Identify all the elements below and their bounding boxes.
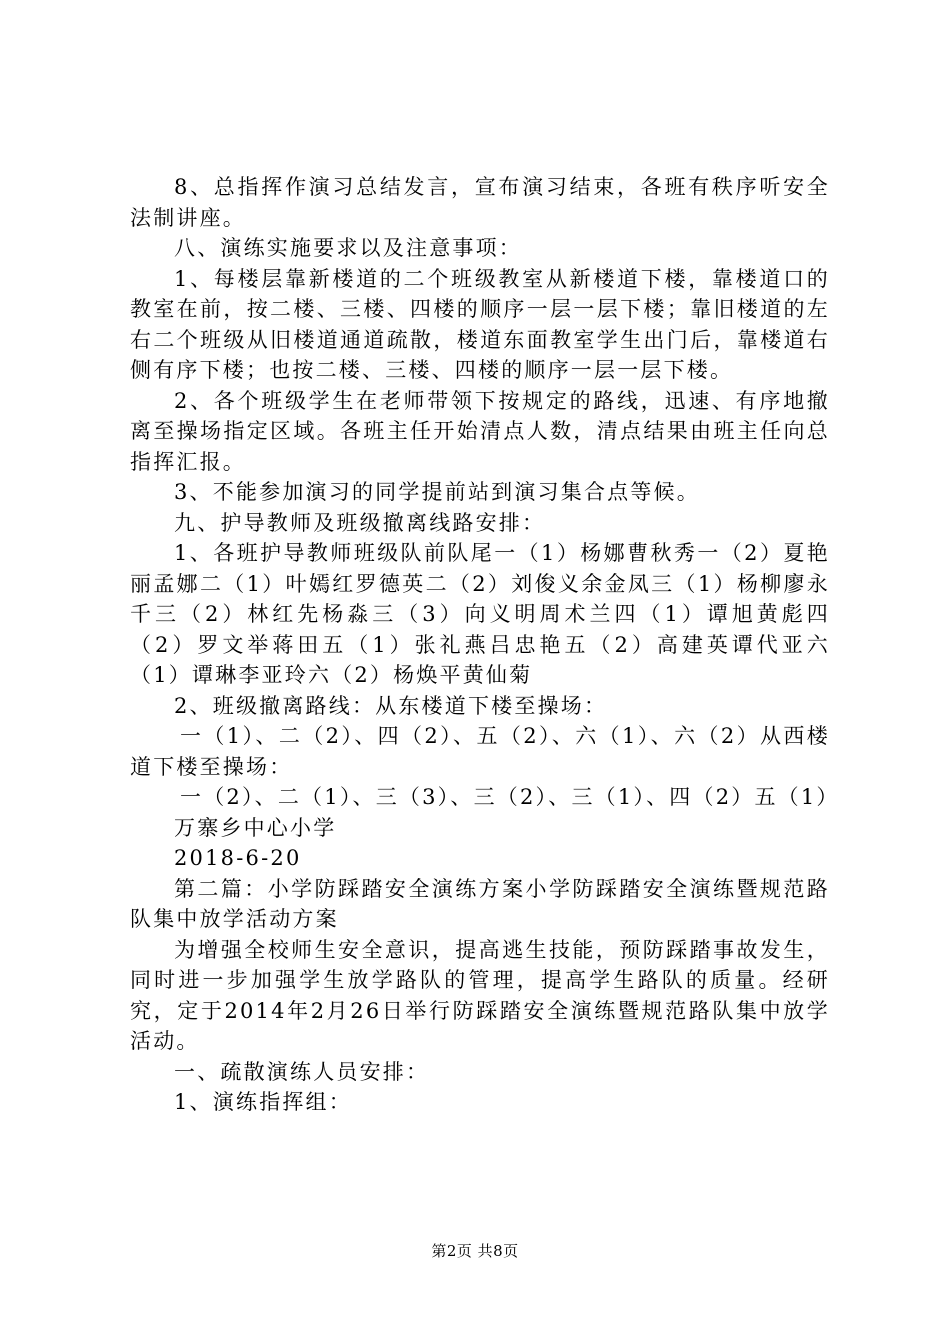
signature-date: 2018-6-20 (174, 846, 302, 870)
paragraph-purpose: 为增强全校师生安全意识，提高逃生技能，预防踩踏事故发生，同时进一步加强学生放学路队的管理，提高学生路队的质量。经研究，定于2014年2月26日举行防踩踏安全演练暨规范路队集中放学活动。 (130, 937, 830, 1053)
paragraph-evacuation-routes: 2、班级撤离路线：从东楼道下楼至操场： (174, 693, 608, 718)
section-heading-8: 八、演练实施要求以及注意事项： (174, 236, 522, 260)
second-article-title: 第二篇：小学防踩踏安全演练方案小学防踩踏安全演练暨规范路队集中放学活动方案 (130, 876, 830, 931)
paragraph-teacher-assignments: 1、各班护导教师班级队前队尾一（1）杨娜曹秋秀一（2）夏艳丽孟娜二（1）叶嫣红罗德英二（2）刘俊义余金凤三（1）杨柳廖永千三（2）林红先杨淼三（3）向义明周术兰四（1）谭旭黄彪四（2）罗文举蒋田五（1）张礼燕吕忠艳五（2）高建英谭代亚六（1）谭琳李亚玲六（2）杨焕平黄仙菊 (130, 541, 830, 687)
paragraph-command-group: 1、演练指挥组： (174, 1090, 352, 1114)
page-footer: 第2页 共8页 (431, 1242, 519, 1260)
paragraph-requirement-2: 2、各个班级学生在老师带领下按规定的路线，迅速、有序地撤离至操场指定区域。各班主任开始清点人数，清点结果由班主任向总指挥汇报。 (130, 388, 830, 474)
paragraph-requirement-3: 3、不能参加演习的同学提前站到演习集合点等候。 (174, 480, 700, 504)
section-heading-1: 一、疏散演练人员安排： (174, 1059, 430, 1084)
section-heading-9: 九、护导教师及班级撤离线路安排： (174, 510, 546, 535)
paragraph-east-stair-classes: 一（1）、二（2）、四（2）、五（2）、六（1）、六（2）从西楼道下楼至操场： (130, 724, 830, 779)
signature-school: 万寨乡中心小学 (174, 815, 337, 840)
paragraph-step-8: 8、总指挥作演习总结发言，宣布演习结束，各班有秩序听安全法制讲座。 (130, 175, 830, 230)
paragraph-west-stair-classes: 一（2）、二（1）、三（3）、三（2）、三（1）、四（2）五（1） (180, 785, 840, 809)
paragraph-requirement-1: 1、每楼层靠新楼道的二个班级教室从新楼道下楼，靠楼道口的教室在前，按二楼、三楼、四楼的顺序一层一层下楼；靠旧楼道的左右二个班级从旧楼道通道疏散，楼道东面教室学生出门后，靠楼道右侧有序下楼；也按二楼、三楼、四楼的顺序一层一层下楼。 (130, 266, 830, 382)
document-body (130, 172, 840, 1118)
